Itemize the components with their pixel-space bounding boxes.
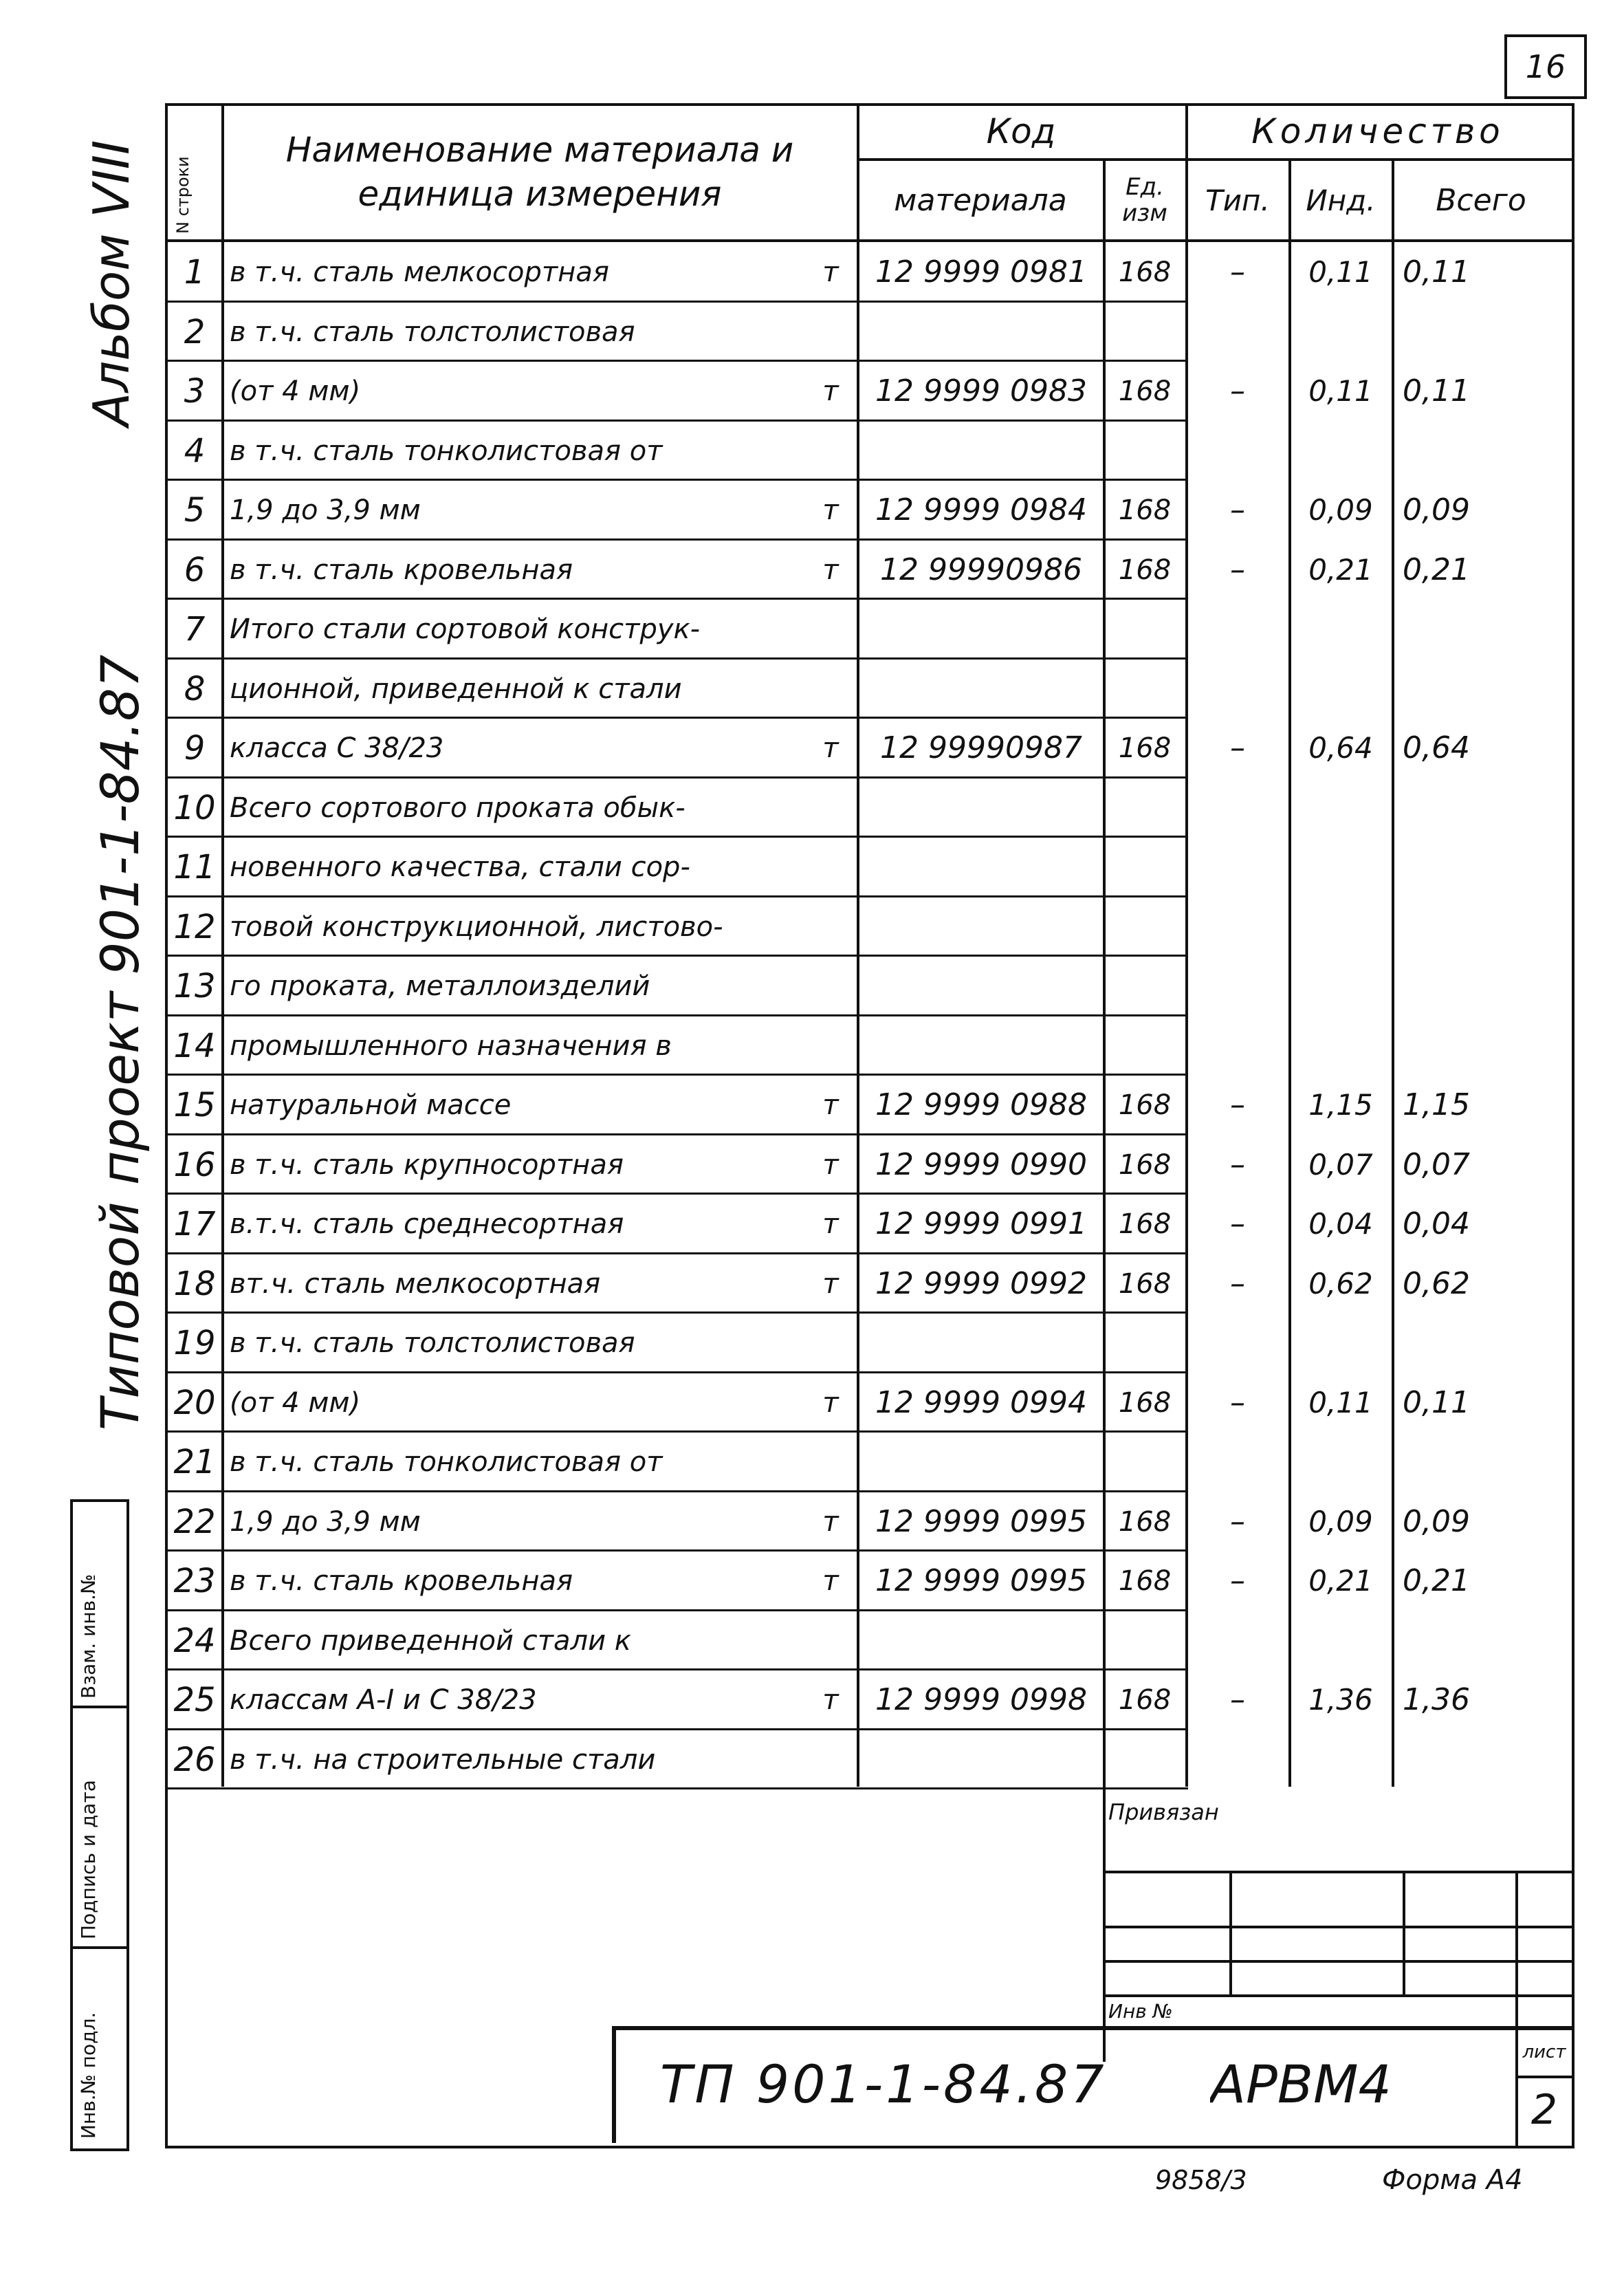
qty-total	[1396, 659, 1574, 719]
qty-total	[1396, 1611, 1574, 1670]
row-number: 16	[173, 1145, 216, 1184]
row-number: 5	[184, 490, 206, 530]
qty-ind	[1293, 599, 1389, 659]
row-number: 20	[173, 1383, 216, 1422]
material-code	[861, 1730, 1101, 1789]
qty-ind: 0,64	[1308, 731, 1373, 765]
row-number: 6	[184, 550, 206, 589]
row-number: 13	[173, 966, 216, 1005]
unit-code: 168	[1118, 375, 1172, 407]
project-label: Типовой проект 901-1-84.87	[89, 654, 151, 1430]
unit-code: 168	[1118, 1267, 1172, 1300]
material-code	[861, 897, 1101, 957]
unit-mark	[809, 1432, 853, 1492]
row-number: 15	[173, 1085, 216, 1124]
qty-total	[1396, 302, 1574, 362]
row-number: 3	[184, 371, 206, 411]
document-code: ТП 901-1-84.87	[660, 2053, 1107, 2115]
qty-typ: –	[1230, 1385, 1245, 1420]
header-qty-total: Всего	[1436, 182, 1526, 218]
qty-typ	[1189, 778, 1286, 838]
unit-mark: т	[822, 256, 839, 288]
qty-typ: –	[1230, 552, 1245, 587]
stamp-inv-label: Инв №	[1108, 1999, 1173, 2023]
unit-mark	[809, 421, 853, 481]
row-number: 25	[173, 1680, 216, 1719]
unit-code	[1107, 956, 1183, 1016]
qty-ind	[1293, 302, 1389, 362]
row-number: 8	[184, 669, 206, 708]
qty-typ: –	[1230, 1504, 1245, 1539]
material-code	[861, 1432, 1101, 1492]
strip-inv-label: Инв.№ подл.	[77, 2012, 100, 2139]
qty-typ	[1189, 302, 1286, 362]
unit-code: 168	[1118, 554, 1172, 586]
qty-typ: –	[1230, 1682, 1245, 1717]
unit-mark: т	[822, 494, 839, 526]
header-name: Наименование материала и единица измерения	[285, 130, 794, 214]
qty-typ	[1189, 659, 1286, 719]
material-name: в т.ч. сталь кровельная	[230, 1565, 573, 1597]
unit-code	[1107, 778, 1183, 838]
qty-typ	[1189, 837, 1286, 897]
qty-typ: –	[1230, 1206, 1245, 1241]
qty-typ	[1189, 956, 1286, 1016]
qty-ind	[1293, 421, 1389, 481]
header-row-no: N строки	[173, 156, 193, 234]
material-name: 1,9 до 3,9 мм	[230, 494, 421, 526]
unit-mark	[809, 659, 853, 719]
qty-total: 0,09	[1403, 1504, 1470, 1539]
qty-total: 0,04	[1403, 1206, 1470, 1241]
qty-total: 0,21	[1403, 1563, 1470, 1598]
sheet-label: лист	[1522, 2042, 1566, 2062]
qty-typ	[1189, 599, 1286, 659]
qty-total: 0,07	[1403, 1147, 1470, 1182]
material-code: 12 9999 0984	[875, 492, 1087, 527]
material-name: Всего сортового проката обык-	[230, 792, 685, 824]
material-name: в т.ч. сталь тонколистовая от	[230, 435, 663, 467]
row-number: 10	[173, 788, 216, 827]
unit-mark	[809, 1611, 853, 1670]
qty-typ	[1189, 1313, 1286, 1373]
row-number: 4	[184, 431, 206, 470]
material-name: в т.ч. сталь кровельная	[230, 554, 573, 586]
material-code: 12 9999 0994	[875, 1385, 1087, 1420]
header-code: Код	[986, 111, 1056, 151]
unit-code	[1107, 421, 1183, 481]
material-name: в т.ч. сталь крупносортная	[230, 1149, 624, 1181]
unit-mark: т	[822, 1684, 839, 1716]
qty-ind: 0,09	[1308, 1505, 1373, 1538]
material-code: 12 9999 0995	[875, 1563, 1087, 1598]
unit-mark	[809, 778, 853, 838]
qty-typ: –	[1230, 1147, 1245, 1182]
unit-mark: т	[822, 1505, 839, 1538]
qty-typ: –	[1230, 1266, 1245, 1301]
qty-typ	[1189, 421, 1286, 481]
unit-code: 168	[1118, 1149, 1172, 1181]
row-number: 23	[173, 1561, 216, 1600]
qty-total	[1396, 778, 1574, 838]
qty-total	[1396, 421, 1574, 481]
material-code	[861, 1016, 1101, 1076]
qty-ind: 1,15	[1308, 1088, 1373, 1122]
unit-mark	[809, 956, 853, 1016]
qty-ind: 0,07	[1308, 1148, 1373, 1182]
unit-mark: т	[822, 1089, 839, 1121]
qty-ind: 0,62	[1308, 1267, 1373, 1300]
qty-total	[1396, 837, 1574, 897]
unit-code: 168	[1118, 1208, 1172, 1240]
unit-code: 168	[1118, 732, 1172, 764]
row-number: 19	[173, 1323, 216, 1362]
row-number: 2	[184, 312, 206, 351]
material-name: товой конструкционной, листово-	[230, 911, 723, 943]
page-number: 16	[1525, 48, 1566, 85]
material-name: новенного качества, стали сор-	[230, 851, 690, 883]
qty-total: 0,09	[1403, 492, 1470, 527]
row-number: 12	[173, 907, 216, 946]
album-label: Альбом VIII	[83, 140, 140, 426]
qty-ind	[1293, 897, 1389, 957]
unit-mark: т	[822, 1386, 839, 1419]
qty-typ	[1189, 1611, 1286, 1670]
qty-ind	[1293, 837, 1389, 897]
qty-ind	[1293, 1432, 1389, 1492]
unit-mark	[809, 599, 853, 659]
unit-code: 168	[1118, 256, 1172, 288]
qty-typ	[1189, 1730, 1286, 1789]
unit-code	[1107, 1432, 1183, 1492]
qty-total: 0,11	[1403, 1385, 1470, 1420]
qty-total	[1396, 897, 1574, 957]
unit-mark: т	[822, 732, 839, 764]
row-number: 1	[184, 252, 206, 292]
header-qty-ind: Инд.	[1306, 183, 1376, 217]
material-code	[861, 1313, 1101, 1373]
qty-ind	[1293, 1016, 1389, 1076]
material-code	[861, 302, 1101, 362]
qty-total: 0,11	[1403, 373, 1470, 409]
header-quantity: Количество	[1251, 111, 1504, 151]
qty-total: 1,15	[1403, 1087, 1470, 1122]
stamp-applied-label: Привязан	[1108, 1799, 1219, 1825]
unit-code	[1107, 659, 1183, 719]
qty-typ: –	[1230, 730, 1245, 765]
material-name: в т.ч. сталь мелкосортная	[230, 256, 609, 288]
row-number: 9	[184, 728, 206, 768]
material-code: 12 9999 0990	[875, 1147, 1087, 1182]
row-number: 11	[173, 847, 216, 886]
unit-mark	[809, 1016, 853, 1076]
material-name: Всего приведенной стали к	[230, 1624, 631, 1657]
qty-ind: 1,36	[1308, 1683, 1373, 1717]
qty-ind: 0,21	[1308, 1564, 1373, 1598]
qty-ind	[1293, 778, 1389, 838]
material-code: 12 99990987	[880, 730, 1082, 765]
unit-code	[1107, 1016, 1183, 1076]
qty-typ: –	[1230, 492, 1245, 527]
unit-code: 168	[1118, 1565, 1172, 1597]
material-code	[861, 599, 1101, 659]
unit-code	[1107, 1313, 1183, 1373]
row-number: 17	[173, 1204, 216, 1243]
header-qty-typ: Тип.	[1205, 183, 1270, 217]
unit-code	[1107, 837, 1183, 897]
document-mark: АРВМ4	[1210, 2053, 1392, 2115]
qty-total: 0,11	[1403, 254, 1470, 290]
qty-ind	[1293, 659, 1389, 719]
strip-replace-label: Взам. инв.№	[77, 1574, 100, 1699]
header-unit: Ед. изм	[1122, 173, 1167, 227]
qty-ind: 0,11	[1308, 374, 1373, 408]
material-name: в.т.ч. сталь среднесортная	[230, 1208, 624, 1240]
qty-ind	[1293, 1611, 1389, 1670]
material-name: в т.ч. на строительные стали	[230, 1743, 656, 1776]
row-number: 18	[173, 1264, 216, 1303]
unit-mark: т	[822, 375, 839, 407]
unit-code: 168	[1118, 494, 1172, 526]
qty-typ	[1189, 1432, 1286, 1492]
qty-ind: 0,04	[1308, 1207, 1373, 1241]
qty-total	[1396, 599, 1574, 659]
material-name: (от 4 мм)	[230, 1386, 361, 1419]
qty-total: 0,64	[1403, 730, 1470, 765]
material-code: 12 9999 0992	[875, 1266, 1087, 1301]
unit-code: 168	[1118, 1386, 1172, 1419]
footer-number: 9858/3	[1155, 2165, 1247, 2195]
qty-ind: 0,21	[1308, 553, 1373, 587]
unit-mark: т	[822, 1565, 839, 1597]
qty-total: 0,21	[1403, 552, 1470, 587]
row-number: 21	[173, 1442, 216, 1481]
row-number: 14	[173, 1026, 216, 1065]
qty-total	[1396, 956, 1574, 1016]
material-name: 1,9 до 3,9 мм	[230, 1505, 421, 1538]
material-name: в т.ч. сталь толстолистовая	[230, 316, 635, 348]
material-name: классам А-I и С 38/23	[230, 1684, 537, 1716]
qty-total	[1396, 1313, 1574, 1373]
unit-code: 168	[1118, 1684, 1172, 1716]
sheet-number: 2	[1530, 2086, 1558, 2134]
material-code: 12 9999 0983	[875, 373, 1087, 409]
material-code	[861, 956, 1101, 1016]
unit-code: 168	[1118, 1505, 1172, 1538]
qty-ind: 0,09	[1308, 493, 1373, 527]
qty-typ: –	[1230, 1087, 1245, 1122]
row-number: 24	[173, 1621, 216, 1660]
material-code: 12 99990986	[880, 552, 1082, 587]
qty-total	[1396, 1730, 1574, 1789]
unit-mark	[809, 1313, 853, 1373]
unit-code	[1107, 599, 1183, 659]
qty-total: 0,62	[1403, 1266, 1470, 1301]
unit-mark	[809, 897, 853, 957]
qty-ind	[1293, 956, 1389, 1016]
material-code	[861, 837, 1101, 897]
qty-typ	[1189, 1016, 1286, 1076]
material-code: 12 9999 0991	[875, 1206, 1087, 1241]
material-name: натуральной массе	[230, 1089, 512, 1121]
qty-ind: 0,11	[1308, 1386, 1373, 1419]
material-code: 12 9999 0998	[875, 1682, 1087, 1717]
material-name: ционной, приведенной к стали	[230, 673, 682, 705]
material-name: промышленного назначения в	[230, 1030, 672, 1062]
material-code	[861, 421, 1101, 481]
material-code	[861, 778, 1101, 838]
qty-ind	[1293, 1313, 1389, 1373]
header-code-material: материала	[894, 182, 1067, 218]
qty-total	[1396, 1432, 1574, 1492]
footer-form: Форма А4	[1382, 2164, 1523, 2196]
material-name: го проката, металлоизделий	[230, 970, 650, 1002]
unit-code	[1107, 897, 1183, 957]
row-number: 26	[173, 1740, 216, 1779]
material-name: класса С 38/23	[230, 732, 444, 764]
material-name: в т.ч. сталь толстолистовая	[230, 1327, 635, 1359]
unit-mark: т	[822, 554, 839, 586]
row-number: 22	[173, 1502, 216, 1541]
unit-mark: т	[822, 1208, 839, 1240]
qty-total	[1396, 1016, 1574, 1076]
strip-sign-label: Подпись и дата	[77, 1780, 100, 1939]
qty-typ: –	[1230, 254, 1245, 290]
unit-mark	[809, 837, 853, 897]
unit-mark	[809, 302, 853, 362]
unit-mark: т	[822, 1149, 839, 1181]
qty-typ: –	[1230, 373, 1245, 409]
material-name: Итого стали сортовой конструк-	[230, 613, 701, 645]
qty-ind: 0,11	[1308, 255, 1373, 289]
unit-code	[1107, 302, 1183, 362]
qty-total: 1,36	[1403, 1682, 1470, 1717]
unit-code	[1107, 1611, 1183, 1670]
material-name: (от 4 мм)	[230, 375, 361, 407]
page-number-box	[1504, 34, 1587, 99]
row-number: 7	[184, 609, 206, 649]
unit-mark	[809, 1730, 853, 1789]
material-code: 12 9999 0981	[875, 254, 1087, 290]
unit-mark: т	[822, 1267, 839, 1300]
qty-typ	[1189, 897, 1286, 957]
material-name: вт.ч. сталь мелкосортная	[230, 1267, 601, 1300]
unit-code	[1107, 1730, 1183, 1789]
material-code	[861, 1611, 1101, 1670]
material-code: 12 9999 0988	[875, 1087, 1087, 1122]
unit-code: 168	[1118, 1089, 1172, 1121]
material-name: в т.ч. сталь тонколистовая от	[230, 1446, 663, 1478]
material-code: 12 9999 0995	[875, 1504, 1087, 1539]
qty-typ: –	[1230, 1563, 1245, 1598]
material-code	[861, 659, 1101, 719]
qty-ind	[1293, 1730, 1389, 1789]
